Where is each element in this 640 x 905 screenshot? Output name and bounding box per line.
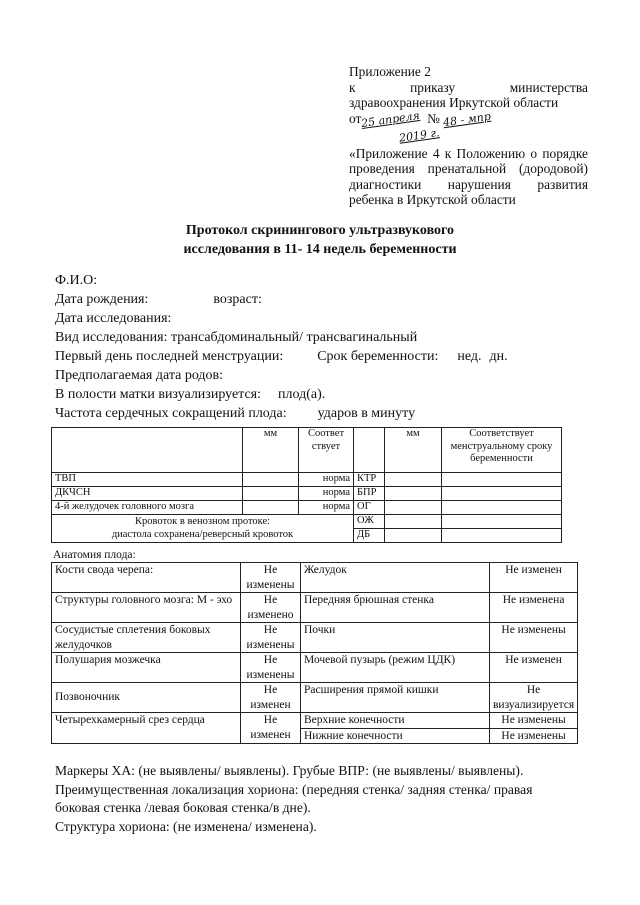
appendix-line-1: Приложение 2 <box>349 64 431 79</box>
header-corresponds: Соответ ствует <box>299 428 354 473</box>
appendix-line-2: к приказу министерства <box>349 79 588 95</box>
title-line-2: исследования в 11- 14 недель беременности <box>183 242 457 257</box>
handwritten-number: 48 - мпр <box>442 109 492 129</box>
appendix-paragraph: «Приложение 4 к Положению о порядке проведения пренатальной (дородовой) диагностики нарушения развития ребенка в Иркутской области <box>349 145 588 207</box>
anatomy-row: Нижние конечности Не изменены <box>52 728 578 744</box>
measurements-header <box>52 428 562 473</box>
anatomy-row: Четырехкамерный срез сердца Не изменен Верхние конечности Не изменены <box>52 713 578 729</box>
chorion-structure-line: Структура хориона: (не изменена/ изменена). <box>55 818 317 834</box>
header-mm: мм <box>243 428 299 473</box>
anatomy-caption: Анатомия плода: <box>53 549 136 561</box>
anatomy-row: Позвоночник Не изменен Расширения прямой кишки Не визуализируется <box>52 683 578 713</box>
row-tvp: ТВП норма КТР <box>52 473 562 487</box>
header-corresponds-2: Соответствует менструальному сроку беременности <box>442 428 562 473</box>
row-db: ДБ <box>52 529 562 543</box>
protocol-title <box>0 221 640 259</box>
field-fio: Ф.И.О: <box>55 273 98 288</box>
handwritten-date: 25 апреля <box>360 108 421 130</box>
chorion-location-line: Преимущественная локализация хориона: (передняя стенка/ задняя стенка/ правая <box>55 781 533 797</box>
markers-line: Маркеры ХА: (не выявлены/ выявлены). Грубые ВПР: (не выявлены/ выявлены). <box>55 763 524 778</box>
anatomy-row: Кости свода черепа: Не изменены Желудок Не изменен <box>52 563 578 593</box>
appendix-header <box>349 64 588 208</box>
chorion-location-line-2: боковая стенка /левая боковая стенка/в дне). <box>55 800 311 815</box>
appendix-year: 2019 г. <box>398 126 441 145</box>
anatomy-table <box>51 562 578 744</box>
field-exam-date: Дата исследования: <box>55 311 172 326</box>
field-birth: Дата рождения: возраст: <box>55 292 262 307</box>
appendix-line-4: от25 апреля № 48 - мпр <box>349 108 492 130</box>
measurements-table <box>51 427 562 543</box>
anatomy-row: Сосудистые сплетения боковых желудочков Не изменены Почки Не изменены <box>52 623 578 653</box>
title-line-1: Протокол скринингового ультразвукового <box>185 223 455 238</box>
field-exam-type: Вид исследования: трансабдоминальный/ трансвагинальный <box>55 330 418 345</box>
ductus-cell: Кровоток в венозном протоке: диастола сохранена/реверсный кровоток <box>52 515 354 543</box>
field-cavity: В полости матки визуализируется: плод(а). <box>55 387 326 402</box>
patient-fields <box>55 271 508 423</box>
row-dkchsn: ДКЧСН норма БПР <box>52 487 562 501</box>
header-mm-2: мм <box>385 428 442 473</box>
row-4th-ventricle: 4-й желудочек головного мозга норма ОГ <box>52 501 562 515</box>
row-ductus: Кровоток в венозном протоке: диастола сохранена/реверсный кровоток ОЖ <box>52 515 562 529</box>
anatomy-row: Полушария мозжечка Не изменены Мочевой пузырь (режим ЦДК) Не изменен <box>52 653 578 683</box>
appendix-line-3: здравоохранения Иркутской области <box>349 95 559 110</box>
field-due: Предполагаемая дата родов: <box>55 368 224 383</box>
anatomy-row: Структуры головного мозга: М - эхо Не изменено Передняя брюшная стенка Не изменена <box>52 593 578 623</box>
conclusions <box>55 762 595 836</box>
field-hr: Частота сердечных сокращений плода: ударов в минуту <box>55 406 416 421</box>
field-lmp: Первый день последней менструации: Срок беременности: нед. дн. <box>55 349 508 364</box>
